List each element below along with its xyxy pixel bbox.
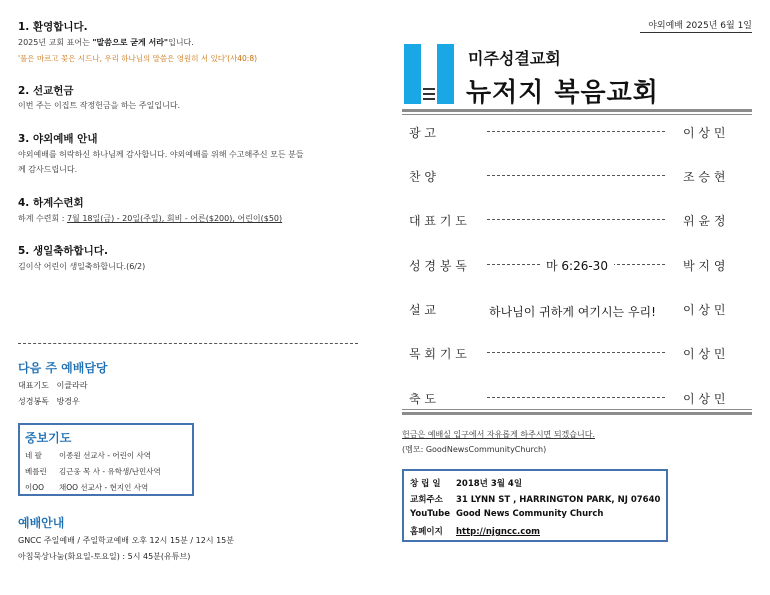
logo-step — [423, 93, 435, 95]
section-welcome-motto — [18, 35, 194, 50]
date-underline — [640, 32, 752, 33]
worship-info-title: 예배안내 — [18, 516, 65, 530]
church-logo — [404, 44, 456, 104]
order-label-scripture-reading: 성 경 봉 독 — [409, 259, 467, 273]
order-label-sermon: 설 교 — [409, 303, 436, 317]
prayer-location: 이OO — [25, 483, 45, 492]
logo-step — [423, 98, 435, 100]
logo-left-bar — [404, 44, 421, 104]
info-row-founded — [410, 477, 522, 489]
order-leader-dots — [487, 352, 665, 353]
order-top-rule — [402, 109, 752, 112]
section-birthday-title: 5. 생일축하합니다. — [18, 245, 108, 257]
info-value: Good News Community Church — [456, 509, 604, 519]
order-label-announcements: 광 고 — [409, 126, 436, 140]
motto-bold: "말씀으로 굳게 서라" — [92, 38, 169, 47]
church-name: 뉴저지 복음교회 — [466, 78, 659, 108]
prayer-detail: 이종원 선교사 - 어린이 사역 — [59, 451, 151, 460]
next-week-row — [18, 396, 80, 407]
section-retreat-text — [18, 211, 282, 226]
next-week-role: 성경봉독 — [18, 397, 49, 406]
section-outdoor-text-1: 야외예배를 허락하신 하나님께 감사합니다. 야외예배를 위해 수고해주신 모든 분들 — [18, 150, 304, 159]
section-welcome-title: 1. 환영합니다. — [18, 21, 88, 33]
section-mission-title: 2. 선교헌금 — [18, 85, 74, 97]
logo-right-bar — [437, 44, 454, 104]
section-outdoor-text-2: 께 감사드립니다. — [18, 165, 78, 174]
prayer-location: 베를린 — [25, 467, 47, 476]
prayer-location: 네 팔 — [25, 451, 42, 460]
left-divider — [18, 343, 358, 344]
next-week-title: 다음 주 예배담당 — [18, 361, 108, 375]
bulletin-date: 야외예배 2025년 6월 1일 — [648, 21, 752, 31]
logo-step — [423, 88, 435, 90]
next-week-row — [18, 380, 87, 391]
order-bottom-rule — [402, 412, 752, 415]
website-link[interactable]: http://njgncc.com — [456, 527, 541, 537]
prayer-row — [25, 482, 148, 493]
section-outdoor-title: 3. 야외예배 안내 — [18, 133, 98, 145]
section-retreat-title: 4. 하계수련회 — [18, 197, 84, 209]
info-value: 2018년 3월 4일 — [456, 479, 523, 489]
section-welcome-verse: '풀은 마르고 꽃은 시드나, 우리 하나님의 말씀은 영원히 서 있다'(사40:8) — [18, 54, 258, 63]
next-week-person: 이클라라 — [56, 381, 88, 390]
order-bottom-rule-thin — [402, 409, 752, 410]
order-person: 이 상 민 — [683, 126, 726, 140]
sermon-title: 하나님이 귀하게 여기시는 우리! — [489, 305, 656, 319]
prayer-row — [25, 466, 161, 477]
order-label-pastoral-prayer: 목 회 기 도 — [409, 347, 467, 361]
prayer-detail: 김근웅 목 사 - 유학생/난민사역 — [59, 467, 161, 476]
church-info-box — [402, 469, 668, 542]
worship-info-line-2: 아침묵상나눔(화요일-토요일) : 5시 45분(유튜브) — [18, 552, 191, 561]
order-label-benediction: 축 도 — [409, 392, 436, 406]
motto-suffix: 입니다. — [168, 38, 194, 47]
order-label-praise: 찬 양 — [409, 170, 436, 184]
prayer-detail: 채OO 선교사 - 현지인 사역 — [59, 483, 149, 492]
offering-note: 헌금은 예배실 입구에서 자유롭게 하주시면 되겠습니다. — [402, 430, 595, 439]
order-person: 박 지 영 — [683, 259, 726, 273]
order-label-representative-prayer: 대 표 기 도 — [409, 214, 467, 228]
info-key: 창 립 일 — [410, 479, 441, 489]
motto-prefix: 2025년 교회 표어는 — [18, 38, 93, 47]
next-week-role: 대표기도 — [18, 381, 49, 390]
info-key: 홈페이지 — [410, 527, 443, 537]
retreat-prefix: 하계 수련회 : — [18, 214, 67, 223]
order-person: 이 상 민 — [683, 392, 726, 406]
order-person: 이 상 민 — [683, 303, 726, 317]
order-person: 조 승 현 — [683, 170, 726, 184]
order-leader-dots — [487, 219, 665, 220]
info-key: YouTube — [410, 509, 451, 519]
denomination-name: 미주성결교회 — [468, 49, 561, 68]
order-leader-dots — [487, 397, 665, 398]
memo-note: (멤모: GoodNewsCommunityChurch) — [402, 445, 547, 454]
section-birthday-text: 김이삭 어린이 생일축하합니다.(6/2) — [18, 262, 146, 271]
worship-info-line-1: GNCC 주일예배 / 주일학교예배 오후 12시 15분 / 12시 15분 — [18, 536, 234, 545]
next-week-person: 방경우 — [56, 397, 80, 406]
prayer-title: 중보기도 — [25, 431, 72, 445]
section-mission-text: 이번 주는 이집트 작정헌금을 하는 주일입니다. — [18, 101, 181, 110]
info-row-address — [410, 493, 660, 505]
order-leader-dots — [487, 131, 665, 132]
order-leader-dots — [487, 175, 665, 176]
scripture-reference: 마 6:26-30 — [540, 257, 614, 274]
order-person: 위 윤 정 — [683, 214, 726, 228]
info-row-website — [410, 525, 540, 537]
order-person: 이 상 민 — [683, 347, 726, 361]
info-key: 교회주소 — [410, 495, 443, 505]
prayer-row — [25, 450, 151, 461]
prayer-box — [18, 423, 194, 496]
info-row-youtube — [410, 509, 603, 519]
info-value: 31 LYNN ST , HARRINGTON PARK, NJ 07640 — [456, 495, 661, 505]
order-top-rule-thin — [402, 114, 752, 115]
retreat-details: 7월 18일(금) - 20일(주일), 회비 - 어른($200), 어린이($50) — [66, 214, 283, 223]
